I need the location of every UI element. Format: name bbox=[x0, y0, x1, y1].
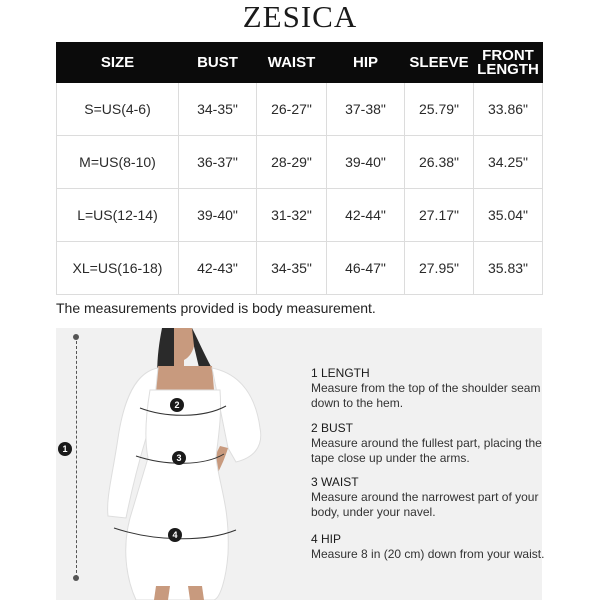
brand-logo: ZESICA bbox=[242, 0, 358, 34]
table-cell: S=US(4-6) bbox=[57, 83, 179, 136]
table-cell: 26.38" bbox=[405, 136, 474, 189]
table-cell: 26-27" bbox=[257, 83, 327, 136]
instruction-title: 2 BUST bbox=[311, 421, 354, 435]
waist-marker-badge: 3 bbox=[172, 451, 186, 465]
table-cell: 33.86" bbox=[474, 83, 543, 136]
instruction-bust bbox=[311, 421, 551, 466]
bust-marker-badge: 2 bbox=[170, 398, 184, 412]
table-cell: M=US(8-10) bbox=[57, 136, 179, 189]
table-cell: 36-37" bbox=[179, 136, 257, 189]
table-row bbox=[57, 83, 543, 136]
table-header-row bbox=[57, 43, 543, 83]
header-front-length: FRONT LENGTH bbox=[474, 43, 543, 83]
table-cell: 34.25" bbox=[474, 136, 543, 189]
table-cell: 42-44" bbox=[327, 189, 405, 242]
instruction-title: 3 WAIST bbox=[311, 475, 359, 489]
table-cell: 39-40" bbox=[327, 136, 405, 189]
instruction-hip bbox=[311, 532, 551, 562]
table-cell: 39-40" bbox=[179, 189, 257, 242]
header-sleeve: SLEEVE bbox=[405, 43, 474, 83]
table-cell: 35.04" bbox=[474, 189, 543, 242]
instruction-title: 1 LENGTH bbox=[311, 366, 370, 380]
table-cell: 25.79" bbox=[405, 83, 474, 136]
instruction-title: 4 HIP bbox=[311, 532, 342, 546]
length-marker-badge: 1 bbox=[58, 442, 72, 456]
instruction-description: Measure around the narrowest part of your body, under your navel. bbox=[311, 490, 539, 519]
table-cell: 27.95" bbox=[405, 242, 474, 295]
table-row bbox=[57, 189, 543, 242]
table-cell: 27.17" bbox=[405, 189, 474, 242]
header-bust: BUST bbox=[179, 43, 257, 83]
instruction-waist bbox=[311, 475, 551, 520]
size-chart-table bbox=[56, 42, 543, 295]
hip-marker-badge: 4 bbox=[168, 528, 182, 542]
table-row bbox=[57, 136, 543, 189]
header-size: SIZE bbox=[57, 43, 179, 83]
model-dress-illustration bbox=[96, 328, 292, 600]
table-cell: 35.83" bbox=[474, 242, 543, 295]
table-cell: 34-35" bbox=[257, 242, 327, 295]
instruction-description: Measure around the fullest part, placing the tape close up under the arms. bbox=[311, 436, 542, 465]
table-cell: 28-29" bbox=[257, 136, 327, 189]
header-hip: HIP bbox=[327, 43, 405, 83]
length-guide-line bbox=[76, 336, 77, 578]
measurement-note: The measurements provided is body measurement. bbox=[56, 300, 376, 316]
table-cell: 34-35" bbox=[179, 83, 257, 136]
instruction-length bbox=[311, 366, 551, 411]
table-cell: 31-32" bbox=[257, 189, 327, 242]
table-cell: L=US(12-14) bbox=[57, 189, 179, 242]
instruction-description: Measure 8 in (20 cm) down from your waist. bbox=[311, 547, 545, 561]
table-cell: 42-43" bbox=[179, 242, 257, 295]
length-guide-top-dot bbox=[73, 334, 79, 340]
table-cell: 37-38" bbox=[327, 83, 405, 136]
table-cell: 46-47" bbox=[327, 242, 405, 295]
header-waist: WAIST bbox=[257, 43, 327, 83]
instruction-description: Measure from the top of the shoulder seam down to the hem. bbox=[311, 381, 541, 410]
table-row bbox=[57, 242, 543, 295]
length-guide-bottom-dot bbox=[73, 575, 79, 581]
table-cell: XL=US(16-18) bbox=[57, 242, 179, 295]
